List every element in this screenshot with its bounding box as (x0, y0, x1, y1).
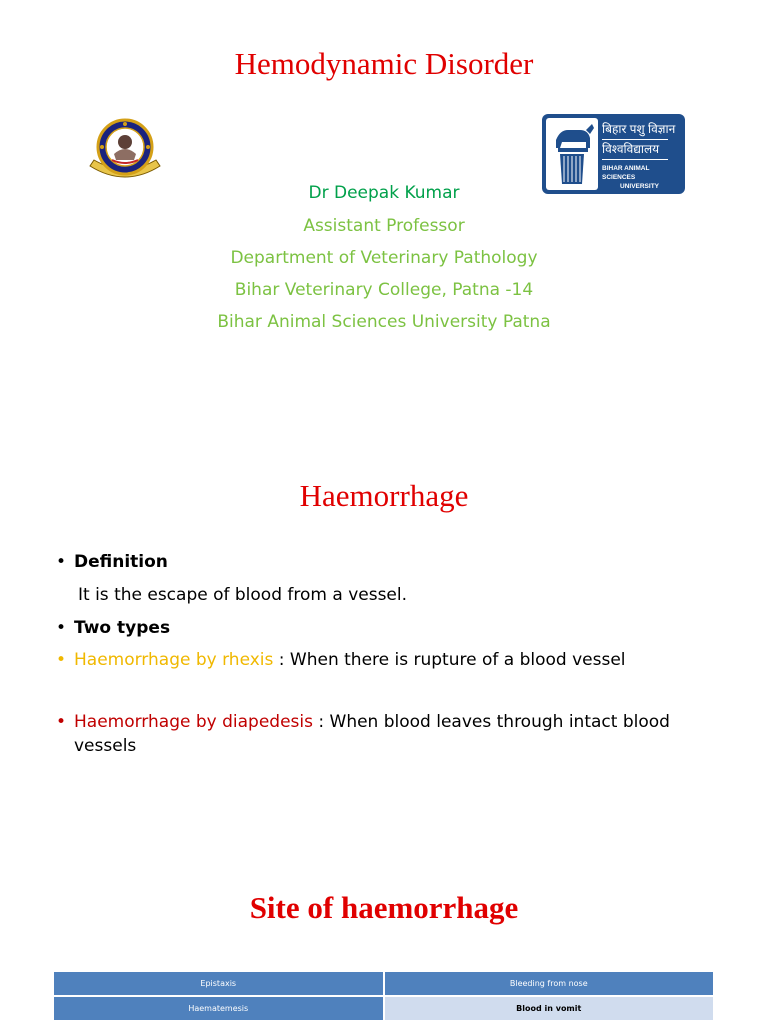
logo-hindi-text (602, 122, 682, 162)
site-table (52, 970, 715, 1022)
bullet-definition (56, 550, 736, 574)
logo-english-line2: UNIVERSITY (620, 183, 660, 190)
site-of-haemorrhage-slide (0, 860, 768, 1024)
bullet-two-types (56, 616, 736, 640)
table-cell-term: Epistaxis (53, 971, 384, 996)
title-slide (0, 0, 768, 440)
slide-title: Hemodynamic Disorder (234, 46, 534, 81)
bullet-icon: • (56, 552, 67, 572)
logo-hindi-line1: बिहार पशु विज्ञान (602, 122, 676, 136)
haemorrhage-slide (0, 440, 768, 860)
slide-body (56, 550, 736, 758)
bullet-icon: • (56, 650, 67, 670)
table-cell-meaning: Bleeding from nose (384, 971, 715, 996)
table-row (53, 971, 714, 996)
bullet-rhexis (56, 648, 736, 672)
slide-title: Site of haemorrhage (249, 890, 519, 925)
table-cell-meaning: Blood in vomit (384, 996, 715, 1021)
logo-hindi-line2: विश्वविद्यालय (602, 142, 660, 156)
bullet-diapedesis (56, 710, 736, 758)
slide-title: Haemorrhage (299, 478, 469, 513)
author-college: Bihar Veterinary College, Patna -14 (234, 280, 534, 300)
bull-pillar-icon (546, 118, 598, 190)
author-designation: Assistant Professor (303, 216, 465, 236)
types-label: Two types (74, 618, 171, 638)
author-university: Bihar Animal Sciences University Patna (217, 312, 551, 332)
bullet-icon: • (56, 618, 67, 638)
author-name: Dr Deepak Kumar (308, 183, 460, 203)
rhexis-description: : When there is rupture of a blood vessel (273, 650, 626, 670)
table-row (53, 996, 714, 1021)
logo-english-line1: BIHAR ANIMAL SCIENCES (602, 165, 650, 181)
bullet-icon: • (56, 712, 67, 732)
definition-text: It is the escape of blood from a vessel. (78, 585, 408, 605)
author-department: Department of Veterinary Pathology (230, 248, 538, 268)
diapedesis-term: Haemorrhage by diapedesis (74, 712, 313, 732)
university-logo (542, 114, 685, 194)
table-cell-term: Haematemesis (53, 996, 384, 1021)
diapedesis-description: : When blood leaves through intact blood vessels (74, 712, 670, 756)
college-emblem-icon (84, 114, 166, 184)
rhexis-term: Haemorrhage by rhexis (74, 650, 274, 670)
definition-label: Definition (74, 552, 168, 572)
